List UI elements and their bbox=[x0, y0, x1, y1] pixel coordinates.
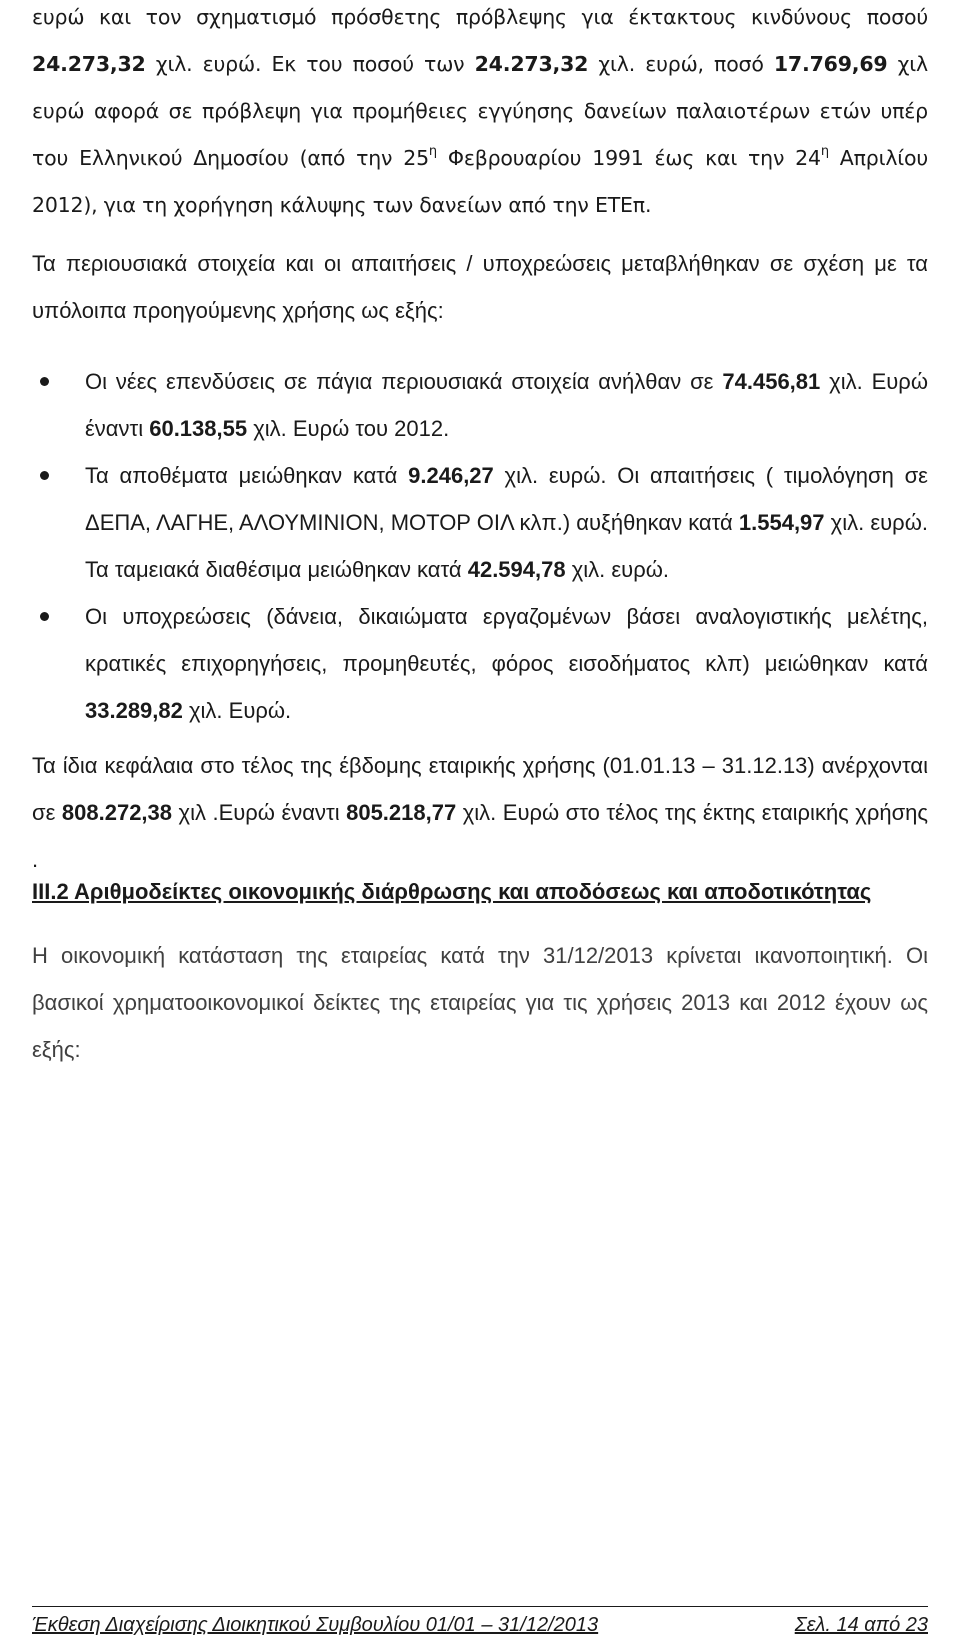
text-segment: χιλ. ευρώ, ποσό bbox=[588, 52, 774, 76]
text-segment: χιλ ευρώ αφορά σε πρόβλεψη για προμήθειες εγγύησης δανείων παλαιοτέρων ετών υπέρ του Ελληνικού Δημοσίου (από την 25 bbox=[32, 52, 928, 170]
changes-list bbox=[32, 358, 928, 734]
amount: 42.594,78 bbox=[467, 557, 566, 582]
amount: 805.218,77 bbox=[346, 800, 457, 825]
section-heading: ΙΙΙ.2 Αριθμοδείκτες οικονομικής διάρθρωσης και αποδόσεως και αποδοτικότητας bbox=[32, 879, 872, 904]
footer-title bbox=[32, 1608, 598, 1642]
footer-title-text: Έκθεση Διαχείρισης Διοικητικού Συμβουλίου 01/01 – 31/12/2013 bbox=[32, 1614, 599, 1636]
list-item bbox=[32, 593, 928, 734]
text-segment: χιλ. Ευρώ του 2012. bbox=[247, 416, 450, 441]
amount: 74.456,81 bbox=[722, 369, 821, 394]
list-item bbox=[32, 452, 928, 593]
paragraph-equity bbox=[32, 742, 928, 883]
text-segment: χιλ. ευρώ. Οι απαιτήσεις ( τιμολόγηση σε ΔΕΠΑ, ΛΑΓΗΕ, ΑΛΟΥΜΙΝΙΟΝ, ΜΟΤΟΡ ΟΙΛ κλπ.) αυξήθηκαν κατά bbox=[85, 463, 928, 535]
page-number bbox=[795, 1608, 928, 1642]
amount: 24.273,32 bbox=[474, 52, 589, 76]
paragraph-provisions bbox=[32, 0, 928, 229]
text-segment: χιλ. Ευρώ έναντι bbox=[85, 369, 928, 441]
text-segment: χιλ. ευρώ. Εκ του ποσού των bbox=[145, 52, 475, 76]
paragraph-financial-condition: Η οικονομική κατάσταση της εταιρείας κατά την 31/12/2013 κρίνεται ικανοποιητική. Οι βασικοί χρηματοοικονομικοί δείκτες της εταιρείας για τις χρήσεις 2013 και 2012 έχουν ως εξής: bbox=[32, 943, 928, 1062]
amount: 17.769,69 bbox=[773, 52, 888, 76]
amount: 9.246,27 bbox=[408, 463, 494, 488]
list-item bbox=[32, 358, 928, 452]
text-segment: χιλ. ευρώ. bbox=[565, 557, 670, 582]
text-segment: χιλ. ευρώ. Τα ταμειακά διαθέσιμα μειώθηκαν κατά bbox=[85, 510, 928, 582]
page-number-text: Σελ. 14 από 23 bbox=[794, 1614, 928, 1636]
amount: 808.272,38 bbox=[61, 800, 173, 825]
text-segment: χιλ .Ευρώ έναντι bbox=[172, 800, 347, 825]
text-segment: Οι υποχρεώσεις (δάνεια, δικαιώματα εργαζομένων βάσει αναλογιστικής μελέτης, κρατικές επιχορηγήσεις, προμηθευτές, φόρος εισοδήματος κλπ) μειώθηκαν κατά bbox=[85, 604, 928, 676]
superscript: η bbox=[428, 144, 437, 160]
superscript: η bbox=[820, 144, 829, 160]
paragraph-assets-intro: Τα περιουσιακά στοιχεία και οι απαιτήσεις / υποχρεώσεις μεταβλήθηκαν σε σχέση με τα υπόλοιπα προηγούμενης χρήσης ως εξής: bbox=[32, 251, 928, 323]
text-segment: χιλ. Ευρώ στο τέλος της έκτης εταιρικής χρήσης . bbox=[32, 800, 929, 872]
text-segment: χιλ. Ευρώ. bbox=[182, 698, 292, 723]
bullet-icon bbox=[40, 612, 49, 621]
text-segment: Απριλίου 2012), για τη χορήγηση κάλυψης των δανείων από την ΕΤΕπ. bbox=[32, 146, 928, 217]
text-segment: Φεβρουαρίου 1991 έως και την 24 bbox=[436, 146, 821, 170]
text-segment: Τα ίδια κεφάλαια στο τέλος της έβδομης εταιρικής χρήσης (01.01.13 – 31.12.13) ανέρχονται σε bbox=[32, 753, 928, 825]
text-segment: ευρώ και τον σχηματισμό πρόσθετης πρόβλεψης για έκτακτους κινδύνους ποσού bbox=[32, 5, 928, 29]
text-segment: Τα αποθέματα μειώθηκαν κατά bbox=[85, 463, 409, 488]
amount: 24.273,32 bbox=[32, 52, 146, 76]
bullet-icon bbox=[40, 377, 49, 386]
amount: 60.138,55 bbox=[149, 416, 248, 441]
bullet-icon bbox=[40, 471, 49, 480]
text-segment: Οι νέες επενδύσεις σε πάγια περιουσιακά στοιχεία ανήλθαν σε bbox=[85, 369, 723, 394]
amount: 33.289,82 bbox=[85, 698, 183, 723]
footer-divider bbox=[32, 1606, 928, 1607]
amount: 1.554,97 bbox=[738, 510, 825, 535]
